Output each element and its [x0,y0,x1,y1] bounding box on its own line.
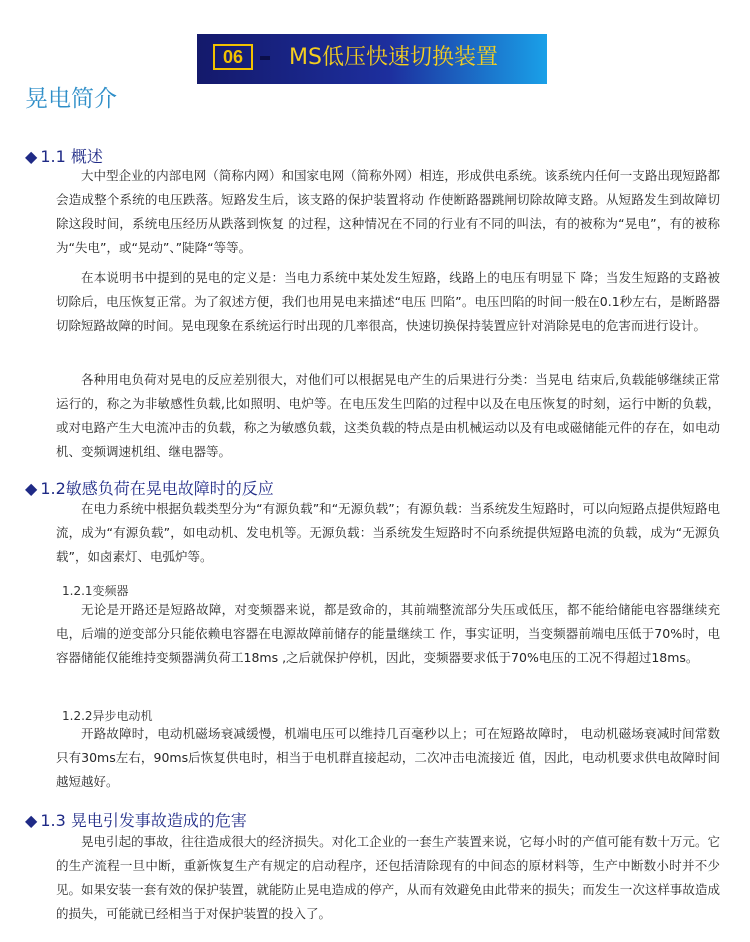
diamond-bullet-icon: ◆ [25,147,38,166]
section-heading-1-3: ◆ 1.3 晃电引发事故造成的危害 [25,811,247,830]
paragraph-1-1-b: 在本说明书中提到的晃电的定义是：当电力系统中某处发生短路，线路上的电压有明显下 降；当发生短路的支路被切除后，电压恢复正常。为了叙述方便，我们也用晃电来描述“电压 凹陷”。电压凹陷的时间一般在0.1秒左右，是断路器切除短路故障的时间。晃电现象在系统运行时出现的几率很高，快速切换保持装置应针对消除晃电的危害而进行设计。 [56,270,720,333]
paragraph-1-1-a: 大中型企业的内部电网（简称内网）和国家电网（简称外网）相连，形成供电系统。该系统内任何一支路出现短路都会造成整个系统的电压跌落。短路发生后，该支路的保护装置将动 作使断路器跳闸切除故障支路。从短路发生到故障切除这段时间，系统电压经历从跌落到恢复 的过程，这种情况在不同的行业有不同的叫法，有的被称为“晃电”，有的被称为“失电”，或“晃动”、”陡降“等等。 [56,168,720,255]
banner-separator [260,56,270,60]
paragraph-1-3: 晃电引起的事故，往往造成很大的经济损失。对化工企业的一套生产装置来说，它每小时的产值可能有数十万元。它的生产流程一旦中断，重新恢复生产有规定的启动程序，还包括清除现有的中间态的原材料等，生产中断数小时并不少见。如果安装一套有效的保护装置，就能防止晃电造成的停产，从而有效避免由此带来的损失；而发生一次这样事故造成的损失，可能就已经相当于对保护装置的投入了。 [56,834,720,921]
paragraph-1-2-2: 开路故障时，电动机磁场衰减缓慢，机端电压可以维持几百毫秒以上；可在短路故障时， 电动机磁场衰减时间常数只有30ms左右，90ms后恢复供电时，相当于电机群直接起动，二次冲击电流接近 值，因此，电动机要求供电故障时间越短越好。 [56,726,720,789]
subsection-heading-1-2-2: 1.2.2异步电动机 [62,709,153,723]
chapter-banner [197,34,547,84]
page-title: 晃电简介 [25,86,117,112]
subsection-heading-1-2-1: 1.2.1变频器 [62,584,129,598]
chapter-number: 06 [213,44,253,70]
section-heading-1-2: ◆ 1.2敏感负荷在晃电故障时的反应 [25,479,274,498]
chapter-title: MS低压快速切换装置 [289,45,498,70]
diamond-bullet-icon: ◆ [25,811,38,830]
diamond-bullet-icon: ◆ [25,479,38,498]
paragraph-1-2-1: 无论是开路还是短路故障，对变频器来说，都是致命的，其前端整流部分失压或低压，都不能给储能电容器继续充电，后端的逆变部分只能依赖电容器在电源故障前储存的能量继续工 作，事实证明，当变频器前端电压低于70%时，电容器储能仅能维持变频器满负荷工18ms ,之后就保护停机，因此，变频器要求低于70%电压的工况不得超过18ms。 [56,602,720,665]
paragraph-1-1-c: 各种用电负荷对晃电的反应差别很大，对他们可以根据晃电产生的后果进行分类：当晃电 结束后,负载能够继续正常运行的，称之为非敏感性负载,比如照明、电炉等。在电压发生凹陷的过程中以及在电压恢复的时刻，运行中断的负载，或对电路产生大电流冲击的负载，称之为敏感负载，这类负载的特点是由机械运动以及有电或磁储能元件的存在，如电动机、变频调速机组、继电器等。 [56,372,720,459]
section-heading-1-1: ◆ 1.1 概述 [25,147,103,166]
paragraph-1-2-a: 在电力系统中根据负载类型分为“有源负载”和“无源负载”；有源负载：当系统发生短路时，可以向短路点提供短路电流，成为“有源负载”，如电动机、发电机等。无源负载：当系统发生短路时不向系统提供短路电流的负载，成为“无源负载”，如卤素灯、电弧炉等。 [56,501,720,564]
